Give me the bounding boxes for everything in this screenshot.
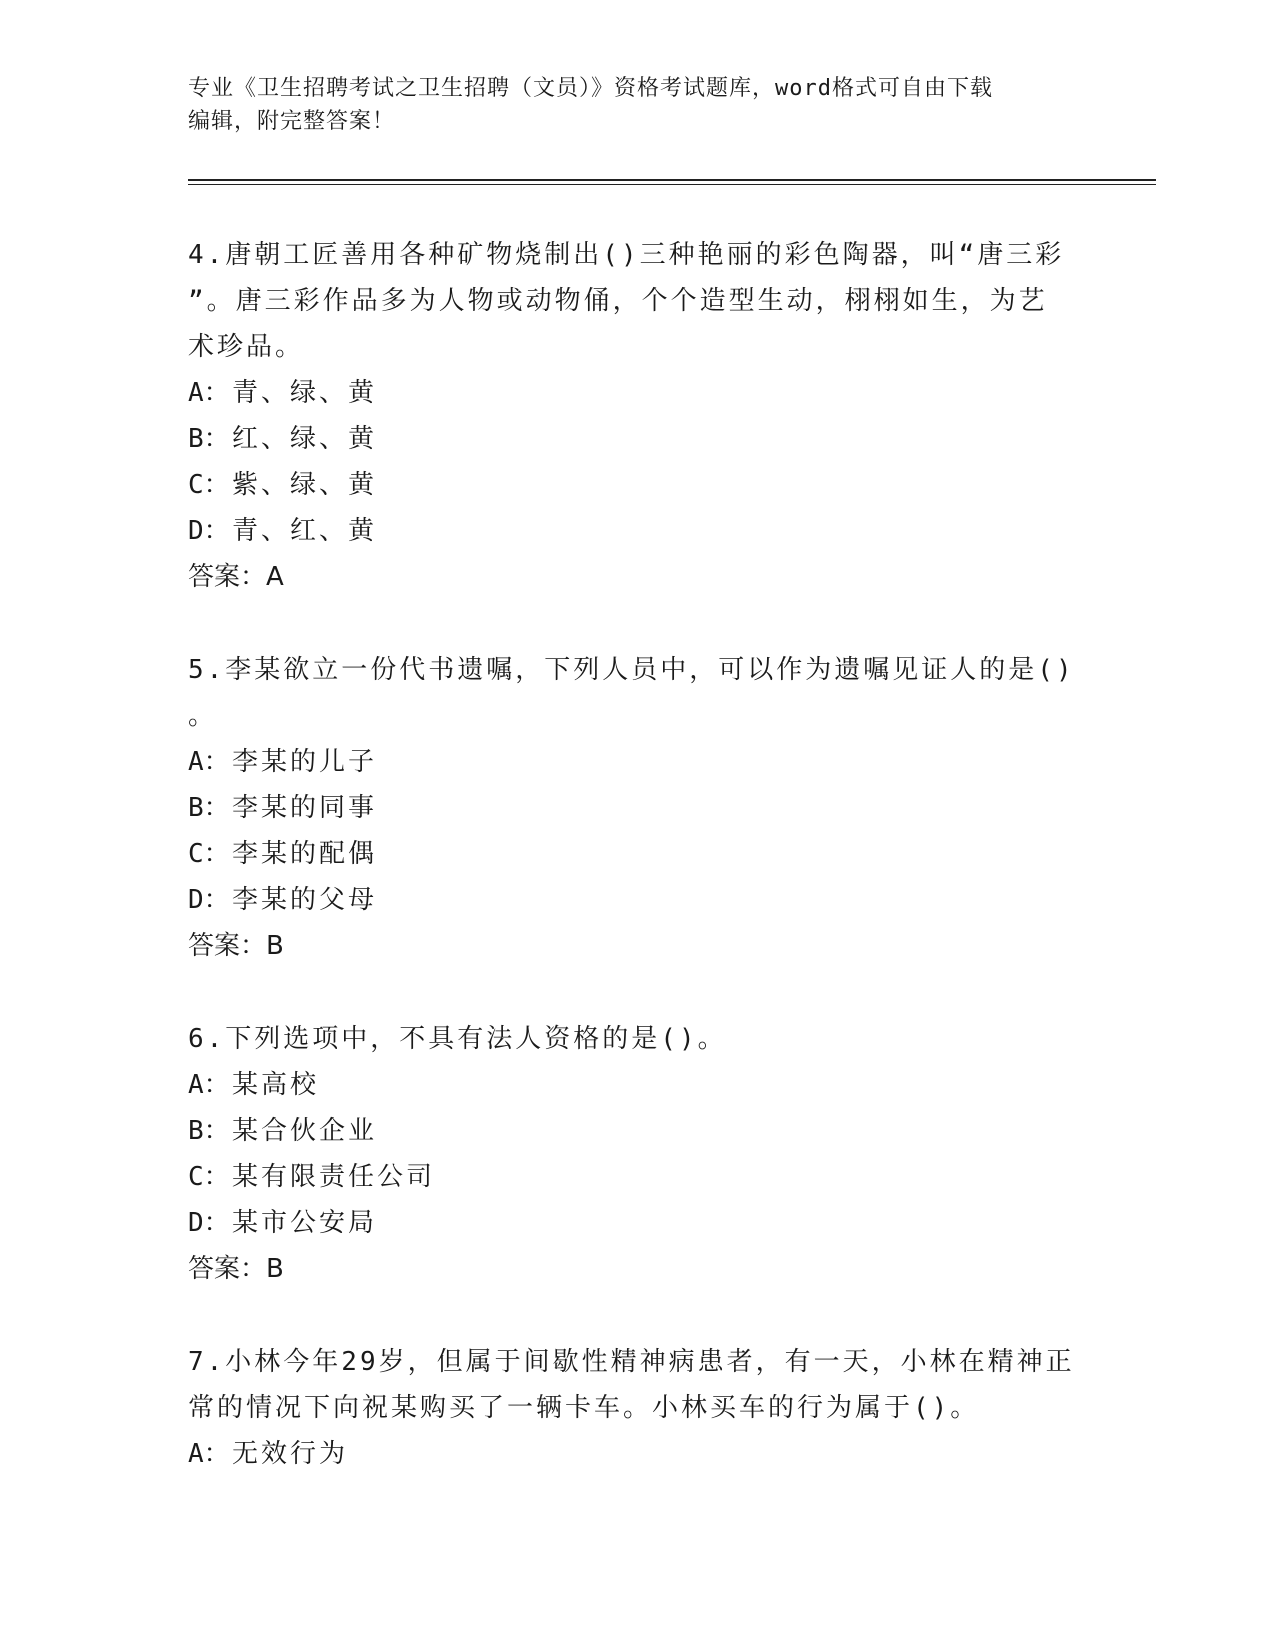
question-5 <box>188 647 1088 969</box>
option-text: 李某的儿子 <box>232 747 378 777</box>
option-d <box>188 508 1088 554</box>
option-text: 某合伙企业 <box>232 1116 378 1146</box>
question-6 <box>188 1016 1088 1292</box>
option-c <box>188 462 1088 508</box>
document-header <box>188 72 1088 138</box>
option-text: 青、红、黄 <box>232 516 378 546</box>
option-text: 李某的配偶 <box>232 839 378 869</box>
option-label: B： <box>188 424 230 454</box>
question-stem-line: 常的情况下向祝某购买了一辆卡车。小林买车的行为属于()。 <box>188 1393 980 1423</box>
option-text: 某高校 <box>232 1070 320 1100</box>
option-d <box>188 877 1088 923</box>
option-label: B： <box>188 793 230 823</box>
option-label: A： <box>188 747 230 777</box>
option-a <box>188 1062 1088 1108</box>
option-label: D： <box>188 885 230 915</box>
option-b <box>188 785 1088 831</box>
option-text: 某市公安局 <box>232 1208 378 1238</box>
option-text: 李某的同事 <box>232 793 378 823</box>
option-text: 无效行为 <box>232 1439 349 1469</box>
option-text: 李某的父母 <box>232 885 378 915</box>
option-label: C： <box>188 839 230 869</box>
header-divider-thin <box>188 184 1156 185</box>
header-divider-thick <box>188 179 1156 181</box>
question-7 <box>188 1339 1088 1477</box>
option-a <box>188 370 1088 416</box>
option-label: C： <box>188 1162 230 1192</box>
question-stem-line: ”。唐三彩作品多为人物或动物俑，个个造型生动，栩栩如生，为艺 <box>188 286 1048 316</box>
option-b <box>188 416 1088 462</box>
option-label: D： <box>188 1208 230 1238</box>
question-stem-line: 7.小林今年29岁，但属于间歇性精神病患者，有一天，小林在精神正 <box>188 1347 1075 1377</box>
option-a <box>188 1431 1088 1477</box>
option-text: 某有限责任公司 <box>232 1162 436 1192</box>
option-text: 青、绿、黄 <box>232 378 378 408</box>
question-stem-line: 。 <box>188 701 218 731</box>
option-text: 红、绿、黄 <box>232 424 378 454</box>
question-stem-line: 4.唐朝工匠善用各种矿物烧制出()三种艳丽的彩色陶器，叫“唐三彩 <box>188 240 1065 270</box>
question-stem-line: 5.李某欲立一份代书遗嘱，下列人员中，可以作为遗嘱见证人的是() <box>188 655 1075 685</box>
question-4 <box>188 232 1088 600</box>
answer-line: 答案：A <box>188 562 284 592</box>
question-stem-line: 术珍品。 <box>188 332 305 362</box>
question-list <box>188 232 1088 1524</box>
question-stem-line: 6.下列选项中，不具有法人资格的是()。 <box>188 1024 727 1054</box>
option-label: C： <box>188 470 230 500</box>
option-text: 紫、绿、黄 <box>232 470 378 500</box>
option-a <box>188 739 1088 785</box>
option-label: A： <box>188 1070 230 1100</box>
header-line-1: 专业《卫生招聘考试之卫生招聘（文员）》资格考试题库，word格式可自由下载 <box>188 76 993 101</box>
option-c <box>188 1154 1088 1200</box>
option-label: D： <box>188 516 230 546</box>
option-label: A： <box>188 378 230 408</box>
answer-line: 答案：B <box>188 1254 284 1284</box>
header-line-2: 编辑，附完整答案！ <box>188 109 396 134</box>
option-d <box>188 1200 1088 1246</box>
answer-line: 答案：B <box>188 931 284 961</box>
option-c <box>188 831 1088 877</box>
option-label: B： <box>188 1116 230 1146</box>
option-b <box>188 1108 1088 1154</box>
option-label: A： <box>188 1439 230 1469</box>
